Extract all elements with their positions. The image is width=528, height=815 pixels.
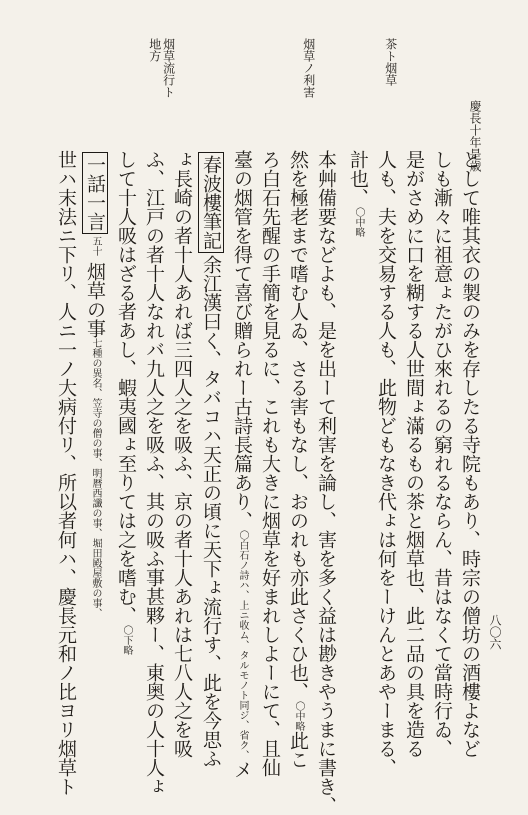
margin-note-tea-tobacco: 茶ト烟草 [383, 38, 398, 86]
text-line-7-tail: 此こ [287, 731, 309, 769]
text-line-6: 本艸備要などよも、是を出ーて利害を論し、害を多く益は尠きやうまに書き、 [315, 150, 337, 815]
omission-note: 〇中略 [353, 207, 364, 237]
text-line-14 [85, 150, 104, 618]
source-title-box: 春波樓筆記 [198, 152, 224, 253]
text-line-13-main: して十人吸はざる者あし、蝦夷國ょ至りては之を嗜む、 [115, 150, 137, 625]
text-line-7-main: 然を極老まで嗜む人ゐ、さる害もなし、おのれも亦此さくひ也、 [287, 150, 309, 701]
text-line-1: として唯其衣の製のみを存したる寺院もあり、時宗の僧坊の酒樓よなど [459, 150, 481, 758]
text-line-9-tail: メ [231, 760, 253, 779]
margin-note-tobacco-spread: 烟草流行ト地方 [147, 38, 176, 98]
text-line-11: ょ長崎の者十人あれば三四人之を吸ふ、京の者十人あれは七八人之を吸 [171, 150, 193, 758]
text-line-13 [116, 150, 135, 655]
source-title-box: 一話一言 [82, 152, 108, 234]
text-line-5-main: 計也、 [347, 150, 369, 207]
text-line-3: 是がさめに口を糊する人世間ょ滿るもの茶と烟草也、此二品の具を造る [403, 150, 425, 758]
text-line-10 [201, 150, 220, 768]
text-line-8: ろ白石先醒の手簡を見るに、これも大きに烟草を好まれしよーにて、且仙 [259, 150, 281, 777]
page-number: 八〇六 [488, 614, 502, 650]
omission-note: 〇中略 [293, 701, 304, 731]
running-head-year: 慶長十年是歳 [468, 100, 482, 172]
text-line-4: 人も、夫を交易する人も、此物どもなき代ょは何をーけんとあやーまる、 [375, 150, 397, 777]
omission-note: 〇下略 [121, 625, 132, 655]
text-line-9-main: 臺の烟管を得て喜び贈られー古詩長篇あり、 [231, 150, 253, 530]
inline-annotation: 〇白石ノ詩ハ、上ニ收ム、タルモノト同ジ、省ク、 [237, 530, 248, 760]
text-line-9 [232, 150, 251, 779]
text-line-10-main: 余江漢曰く、タバコハ天正の頃に天下ょ流行す、此を今思ふ [200, 255, 222, 768]
margin-note-tobacco-harm: 烟草ノ利害 [301, 38, 316, 98]
text-line-14-main: 烟草の事 [84, 262, 106, 338]
text-line-12: ふ、江戸の者十人なれバ九人之を吸ふ、其の吸ふ事甚夥ー、東奥の人十人ょ [143, 150, 165, 796]
text-line-7 [288, 150, 307, 769]
inline-annotation: 七種の異名、笠寺の僧の事、明暦西讖の事、堀田殿屋敷の事、 [90, 338, 101, 618]
volume-number: 五十 [90, 236, 101, 256]
text-line-15: 世ハ末法ニ下リ、人ニ一ノ大病付リ、所以者何ハ、慶長元和ノ比ヨリ烟草ト [55, 150, 77, 796]
text-line-2: しも漸々に祖意ょたがひ來れるの窮れるならん、昔はなくて當時行ゐ、 [431, 150, 453, 758]
text-line-5 [348, 150, 367, 237]
